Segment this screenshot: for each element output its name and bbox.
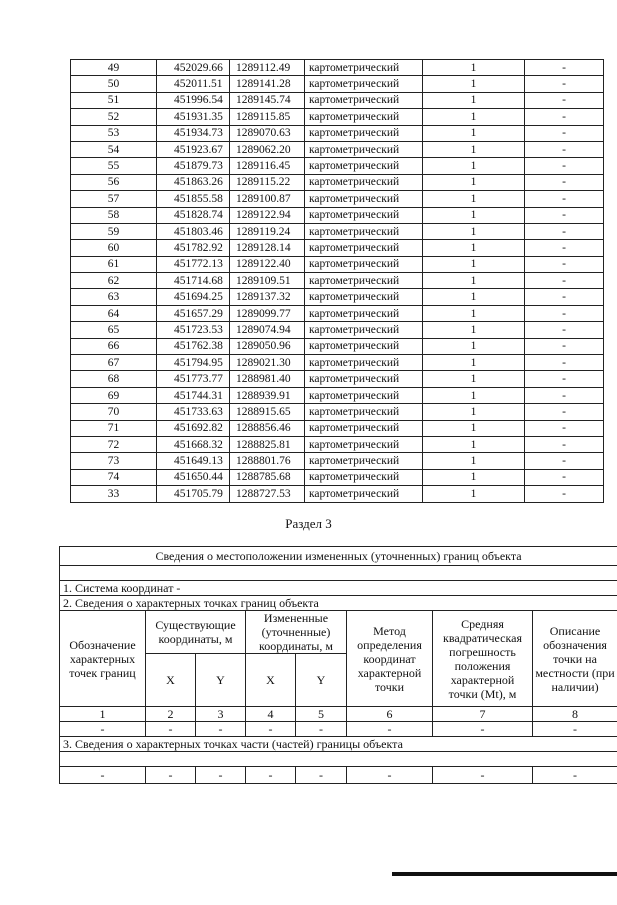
table-row	[71, 387, 604, 403]
dash_row-cell: -	[533, 722, 617, 737]
table-row	[71, 371, 604, 387]
method-cell: картометрический	[305, 174, 423, 190]
method-cell: картометрический	[305, 486, 423, 502]
coord-x: 451744.31	[157, 387, 230, 403]
dash_row-cell: -	[296, 722, 347, 737]
coord-x: 451879.73	[157, 158, 230, 174]
value-cell: 1	[423, 223, 525, 239]
point-number: 56	[71, 174, 157, 190]
value-cell: 1	[423, 420, 525, 436]
col_numbers-cell: 3	[196, 707, 246, 722]
coord-y: 1289119.24	[230, 223, 305, 239]
coord-y: 1289115.85	[230, 109, 305, 125]
point-number: 62	[71, 273, 157, 289]
value-cell: 1	[423, 191, 525, 207]
method-cell: картометрический	[305, 76, 423, 92]
table-row	[71, 256, 604, 272]
dash_row-cell: -	[347, 722, 433, 737]
description-cell: -	[525, 355, 604, 371]
method-cell: картометрический	[305, 289, 423, 305]
point-number: 57	[71, 191, 157, 207]
method-cell: картометрический	[305, 207, 423, 223]
description-cell: -	[525, 207, 604, 223]
dash_row2-cell: -	[60, 767, 146, 784]
coord-y: 1289122.40	[230, 256, 305, 272]
col_numbers-cell: 4	[246, 707, 296, 722]
coord-x: 451803.46	[157, 223, 230, 239]
description-cell: -	[525, 141, 604, 157]
value-cell: 1	[423, 125, 525, 141]
dash-row	[60, 722, 617, 737]
coord-y: 1289021.30	[230, 355, 305, 371]
dash_row2-cell: -	[146, 767, 196, 784]
table-row	[71, 338, 604, 354]
point-number: 64	[71, 305, 157, 321]
coord-x: 451657.29	[157, 305, 230, 321]
coord-y: 1289137.32	[230, 289, 305, 305]
point-number: 73	[71, 453, 157, 469]
coord-x: 451855.58	[157, 191, 230, 207]
table-row	[71, 469, 604, 485]
table-row	[71, 141, 604, 157]
description-cell: -	[525, 240, 604, 256]
coord-y: 1289074.94	[230, 322, 305, 338]
method-cell: картометрический	[305, 92, 423, 108]
value-cell: 1	[423, 453, 525, 469]
description-cell: -	[525, 322, 604, 338]
table-row	[71, 420, 604, 436]
table-row	[71, 289, 604, 305]
description-cell: -	[525, 338, 604, 354]
header-existing-y: Y	[196, 654, 246, 707]
header-designation: Обозначение характерных точек границ	[60, 611, 146, 707]
coord-x: 451794.95	[157, 355, 230, 371]
part-boundary-label: 3. Сведения о характерных точках части (частей) границы объекта	[60, 737, 617, 752]
coordinates-table	[70, 59, 604, 503]
table-row	[71, 76, 604, 92]
dash_row2-cell: -	[246, 767, 296, 784]
value-cell: 1	[423, 92, 525, 108]
dash-row-2	[60, 767, 617, 784]
coord-x: 451705.79	[157, 486, 230, 502]
value-cell: 1	[423, 387, 525, 403]
description-cell: -	[525, 223, 604, 239]
point-number: 59	[71, 223, 157, 239]
description-cell: -	[525, 436, 604, 452]
coord-x: 451772.13	[157, 256, 230, 272]
table-row	[71, 92, 604, 108]
dash_row-cell: -	[433, 722, 533, 737]
coord-x: 451923.67	[157, 141, 230, 157]
description-cell: -	[525, 273, 604, 289]
coord-y: 1289099.77	[230, 305, 305, 321]
point-number: 51	[71, 92, 157, 108]
value-cell: 1	[423, 404, 525, 420]
method-cell: картометрический	[305, 223, 423, 239]
boundary-points-label: 2. Сведения о характерных точках границ объекта	[60, 596, 617, 611]
coord-x: 451782.92	[157, 240, 230, 256]
coord-x: 451828.74	[157, 207, 230, 223]
value-cell: 1	[423, 158, 525, 174]
coord-y: 1289145.74	[230, 92, 305, 108]
method-cell: картометрический	[305, 453, 423, 469]
method-cell: картометрический	[305, 256, 423, 272]
coord-x: 451762.38	[157, 338, 230, 354]
header-changed: Измененные (уточненные) координаты, м	[246, 611, 347, 654]
header-description: Описание обозначения точки на местности (при наличии)	[533, 611, 617, 707]
description-cell: -	[525, 191, 604, 207]
coord-x: 451863.26	[157, 174, 230, 190]
table-row	[71, 305, 604, 321]
table-row	[71, 453, 604, 469]
coord-y: 1288785.68	[230, 469, 305, 485]
coord-y: 1289050.96	[230, 338, 305, 354]
description-cell: -	[525, 404, 604, 420]
coord-y: 1289116.45	[230, 158, 305, 174]
description-cell: -	[525, 371, 604, 387]
header-existing: Существующие координаты, м	[146, 611, 246, 654]
description-cell: -	[525, 174, 604, 190]
coord-y: 1289100.87	[230, 191, 305, 207]
col_numbers-cell: 5	[296, 707, 347, 722]
method-cell: картометрический	[305, 305, 423, 321]
method-cell: картометрический	[305, 404, 423, 420]
coord-y: 1289109.51	[230, 273, 305, 289]
table-row	[71, 486, 604, 502]
method-cell: картометрический	[305, 60, 423, 76]
table-row	[71, 191, 604, 207]
description-cell: -	[525, 289, 604, 305]
section-title: Раздел 3	[285, 516, 332, 531]
table-row	[71, 158, 604, 174]
dash_row2-cell: -	[196, 767, 246, 784]
description-cell: -	[525, 420, 604, 436]
value-cell: 1	[423, 240, 525, 256]
table-row	[71, 125, 604, 141]
method-cell: картометрический	[305, 371, 423, 387]
header-changed-x: X	[246, 654, 296, 707]
point-number: 50	[71, 76, 157, 92]
dash_row-cell: -	[146, 722, 196, 737]
coord-x: 452029.66	[157, 60, 230, 76]
dash_row2-cell: -	[533, 767, 617, 784]
method-cell: картометрический	[305, 141, 423, 157]
coord-x: 451650.44	[157, 469, 230, 485]
coord-y: 1289112.49	[230, 60, 305, 76]
table-row	[71, 109, 604, 125]
coord-y: 1288825.81	[230, 436, 305, 452]
dash_row2-cell: -	[296, 767, 347, 784]
coord-y: 1289122.94	[230, 207, 305, 223]
point-number: 58	[71, 207, 157, 223]
dash_row-cell: -	[246, 722, 296, 737]
coord-y: 1288939.91	[230, 387, 305, 403]
point-number: 53	[71, 125, 157, 141]
table-row	[71, 60, 604, 76]
coord-y: 1288915.65	[230, 404, 305, 420]
point-number: 49	[71, 60, 157, 76]
value-cell: 1	[423, 109, 525, 125]
blank-row-2	[60, 752, 617, 767]
value-cell: 1	[423, 174, 525, 190]
point-number: 69	[71, 387, 157, 403]
coord-x: 451934.73	[157, 125, 230, 141]
coord-x: 451694.25	[157, 289, 230, 305]
coordinates-table-body	[71, 60, 604, 503]
point-number: 67	[71, 355, 157, 371]
table-row	[71, 174, 604, 190]
column-number-row	[60, 707, 617, 722]
dash_row2-cell: -	[347, 767, 433, 784]
coord-x: 451996.54	[157, 92, 230, 108]
table-title: Сведения о местоположении измененных (уточненных) границ объекта	[60, 547, 617, 566]
description-cell: -	[525, 469, 604, 485]
point-number: 54	[71, 141, 157, 157]
value-cell: 1	[423, 436, 525, 452]
method-cell: картометрический	[305, 322, 423, 338]
point-number: 60	[71, 240, 157, 256]
description-cell: -	[525, 453, 604, 469]
dash_row2-cell: -	[433, 767, 533, 784]
method-cell: картометрический	[305, 355, 423, 371]
value-cell: 1	[423, 486, 525, 502]
point-number: 63	[71, 289, 157, 305]
coord-x: 451668.32	[157, 436, 230, 452]
table-row	[71, 273, 604, 289]
coordinate-system-label: 1. Система координат -	[60, 581, 617, 596]
description-cell: -	[525, 76, 604, 92]
coord-y: 1288981.40	[230, 371, 305, 387]
description-cell: -	[525, 60, 604, 76]
value-cell: 1	[423, 305, 525, 321]
header-accuracy: Средняя квадратическая погрешность положения характерной точки (Mt), м	[433, 611, 533, 707]
value-cell: 1	[423, 141, 525, 157]
coord-x: 451649.13	[157, 453, 230, 469]
value-cell: 1	[423, 371, 525, 387]
description-cell: -	[525, 486, 604, 502]
col_numbers-cell: 7	[433, 707, 533, 722]
bottom-rule	[392, 872, 617, 876]
value-cell: 1	[423, 338, 525, 354]
point-number: 68	[71, 371, 157, 387]
coord-y: 1288727.53	[230, 486, 305, 502]
description-cell: -	[525, 92, 604, 108]
coord-y: 1288856.46	[230, 420, 305, 436]
blank-row	[60, 566, 617, 581]
col_numbers-cell: 8	[533, 707, 617, 722]
method-cell: картометрический	[305, 109, 423, 125]
method-cell: картометрический	[305, 273, 423, 289]
dash_row-cell: -	[196, 722, 246, 737]
boundary-points-table	[59, 546, 617, 784]
description-cell: -	[525, 158, 604, 174]
header-method: Метод определения координат характерной точки	[347, 611, 433, 707]
point-number: 70	[71, 404, 157, 420]
value-cell: 1	[423, 60, 525, 76]
point-number: 61	[71, 256, 157, 272]
header-changed-y: Y	[296, 654, 347, 707]
col_numbers-cell: 1	[60, 707, 146, 722]
coord-y: 1289141.28	[230, 76, 305, 92]
coord-x: 451692.82	[157, 420, 230, 436]
coord-x: 451714.68	[157, 273, 230, 289]
coord-y: 1289070.63	[230, 125, 305, 141]
table-row	[71, 436, 604, 452]
method-cell: картометрический	[305, 158, 423, 174]
method-cell: картометрический	[305, 240, 423, 256]
coord-x: 452011.51	[157, 76, 230, 92]
method-cell: картометрический	[305, 338, 423, 354]
description-cell: -	[525, 109, 604, 125]
description-cell: -	[525, 387, 604, 403]
table-row	[71, 207, 604, 223]
coord-x: 451723.53	[157, 322, 230, 338]
method-cell: картометрический	[305, 387, 423, 403]
point-number: 52	[71, 109, 157, 125]
method-cell: картометрический	[305, 436, 423, 452]
method-cell: картометрический	[305, 469, 423, 485]
value-cell: 1	[423, 289, 525, 305]
point-number: 66	[71, 338, 157, 354]
coord-y: 1289062.20	[230, 141, 305, 157]
method-cell: картометрический	[305, 420, 423, 436]
table-row	[71, 404, 604, 420]
value-cell: 1	[423, 207, 525, 223]
value-cell: 1	[423, 76, 525, 92]
description-cell: -	[525, 305, 604, 321]
description-cell: -	[525, 256, 604, 272]
coord-x: 451931.35	[157, 109, 230, 125]
method-cell: картометрический	[305, 125, 423, 141]
point-number: 72	[71, 436, 157, 452]
table-row	[71, 223, 604, 239]
coord-x: 451773.77	[157, 371, 230, 387]
dash_row-cell: -	[60, 722, 146, 737]
coord-x: 451733.63	[157, 404, 230, 420]
value-cell: 1	[423, 322, 525, 338]
table-row	[71, 322, 604, 338]
point-number: 74	[71, 469, 157, 485]
col_numbers-cell: 2	[146, 707, 196, 722]
point-number: 55	[71, 158, 157, 174]
method-cell: картометрический	[305, 191, 423, 207]
coord-y: 1289128.14	[230, 240, 305, 256]
coord-y: 1288801.76	[230, 453, 305, 469]
description-cell: -	[525, 125, 604, 141]
table-row	[71, 240, 604, 256]
point-number: 33	[71, 486, 157, 502]
value-cell: 1	[423, 469, 525, 485]
value-cell: 1	[423, 273, 525, 289]
table-row	[71, 355, 604, 371]
col_numbers-cell: 6	[347, 707, 433, 722]
value-cell: 1	[423, 355, 525, 371]
value-cell: 1	[423, 256, 525, 272]
point-number: 71	[71, 420, 157, 436]
header-existing-x: X	[146, 654, 196, 707]
coord-y: 1289115.22	[230, 174, 305, 190]
point-number: 65	[71, 322, 157, 338]
